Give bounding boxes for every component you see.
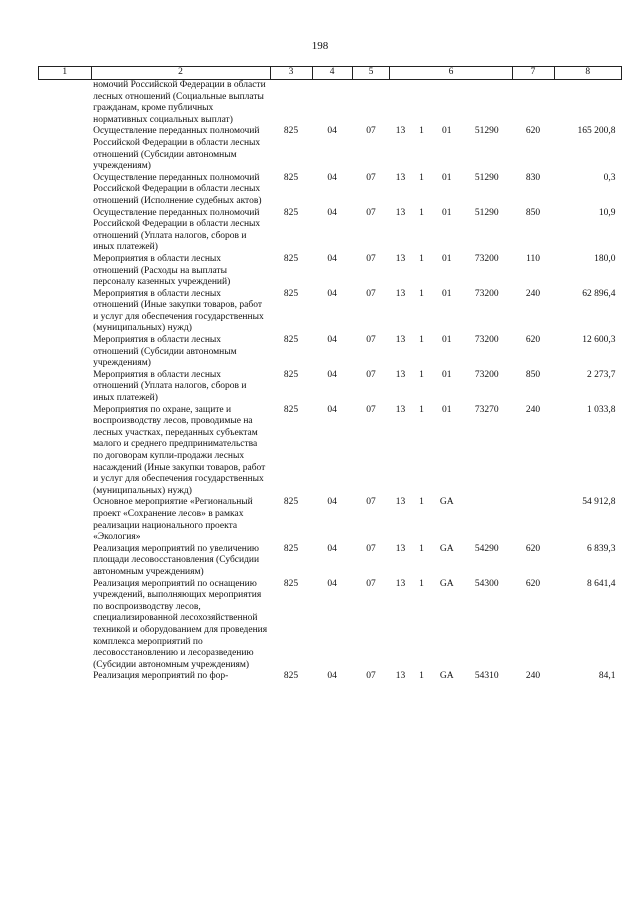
admin-code-cell — [270, 80, 312, 127]
row-number-cell — [39, 335, 92, 370]
budget-table — [38, 66, 622, 683]
subsection-cell: 07 — [366, 207, 376, 218]
admin-code-cell: 825 — [283, 288, 299, 299]
section-cell: 04 — [327, 253, 337, 264]
admin-code-cell: 825 — [283, 172, 299, 183]
table-row — [39, 544, 622, 579]
program-cell: 13 — [395, 207, 406, 218]
column-header: 5 — [352, 67, 390, 80]
subsection-cell: 07 — [366, 578, 376, 589]
expense-name-cell: Основное мероприятие «Региональный проект «Сохранение лесов» в рамках реализации национального проекта «Экология» — [93, 497, 253, 543]
column-header: 4 — [312, 67, 352, 80]
amount-cell: 84,1 — [598, 671, 616, 682]
expense-name-cell: номочий Российской Федерации в области лесных отношений (Социальные выплаты гражданам, кроме публичных нормативных социальных выплат) — [93, 80, 266, 125]
amount-cell: 0,3 — [603, 172, 616, 183]
activity-cell: 01 — [442, 288, 452, 299]
expense-name-cell: Реализация мероприятий по фор- — [93, 671, 229, 682]
table-row — [39, 289, 622, 335]
subsection-cell: 07 — [366, 543, 376, 554]
admin-code-cell: 825 — [283, 404, 299, 415]
expense-name-cell: Мероприятия в области лесных отношений (Уплата налогов, сборов и иных платежей) — [93, 369, 247, 404]
row-number-cell — [39, 497, 92, 543]
expense-type-cell: 620 — [525, 543, 541, 554]
activity-cell: GA — [439, 671, 454, 682]
expense-name-cell: Осуществление переданных полномочий Российской Федерации в области лесных отношений (Исполнение судебных актов) — [93, 172, 262, 206]
subsection-cell — [352, 80, 390, 127]
activity-cell: 01 — [442, 253, 452, 264]
activity-cell: 01 — [442, 369, 452, 380]
page-number: 198 — [311, 40, 329, 52]
program-cell: 13 — [395, 671, 406, 682]
section-cell: 04 — [327, 172, 337, 183]
section-cell: 04 — [327, 543, 337, 554]
subprogram-cell: 1 — [419, 288, 424, 299]
direction-cell: 73200 — [474, 335, 499, 346]
table-row — [39, 671, 622, 683]
section-cell: 04 — [327, 369, 337, 380]
direction-cell: 73200 — [474, 253, 499, 264]
expense-name-cell: Мероприятия в области лесных отношений (Субсидии автономным учреждениям) — [93, 335, 237, 369]
section-cell: 04 — [327, 497, 337, 508]
expense-type-cell: 240 — [525, 288, 541, 299]
column-header: 1 — [39, 67, 92, 80]
subsection-cell: 07 — [366, 172, 376, 183]
direction-cell: 51290 — [474, 172, 499, 183]
program-cell: 13 — [395, 288, 406, 299]
row-number-cell — [39, 126, 92, 172]
section-cell: 04 — [327, 578, 337, 589]
amount-cell: 54 912,8 — [582, 497, 616, 508]
table-header-row — [39, 67, 622, 80]
row-number-cell — [39, 671, 92, 683]
program-cell — [390, 80, 411, 127]
subprogram-cell — [411, 80, 432, 127]
expense-type-cell: 240 — [525, 404, 541, 415]
activity-cell: GA — [439, 497, 454, 508]
activity-cell — [432, 80, 461, 127]
column-header: 3 — [270, 67, 312, 80]
amount-cell: 8 641,4 — [587, 578, 616, 589]
row-number-cell — [39, 579, 92, 672]
table-row — [39, 254, 622, 289]
subprogram-cell: 1 — [419, 126, 424, 137]
row-number-cell — [39, 80, 92, 127]
row-number-cell — [39, 370, 92, 405]
amount-cell: 6 839,3 — [587, 543, 616, 554]
admin-code-cell: 825 — [283, 671, 299, 682]
program-cell: 13 — [395, 369, 406, 380]
program-cell: 13 — [395, 578, 406, 589]
table-row — [39, 126, 622, 172]
table-row — [39, 370, 622, 405]
direction-cell: 54310 — [474, 671, 499, 682]
direction-cell: 73270 — [474, 404, 499, 415]
section-cell: 04 — [327, 404, 337, 415]
expense-name-cell: Осуществление переданных полномочий Российской Федерации в области лесных отношений (Уплата налогов, сборов и иных платежей) — [93, 207, 261, 253]
amount-cell: 62 896,4 — [582, 288, 616, 299]
table-row — [39, 579, 622, 672]
amount-cell: 180,0 — [594, 253, 616, 264]
row-number-cell — [39, 289, 92, 335]
activity-cell: GA — [439, 543, 454, 554]
expense-name-cell: Мероприятия в области лесных отношений (Иные закупки товаров, работ и услуг для обеспечения государственных (муниципальных) нужд) — [93, 288, 264, 334]
subprogram-cell: 1 — [419, 404, 424, 415]
subprogram-cell: 1 — [419, 369, 424, 380]
activity-cell: 01 — [442, 172, 452, 183]
subprogram-cell: 1 — [419, 671, 424, 682]
subprogram-cell: 1 — [419, 543, 424, 554]
program-cell: 13 — [395, 543, 406, 554]
column-header: 7 — [512, 67, 554, 80]
expense-type-cell: 620 — [525, 578, 541, 589]
subprogram-cell: 1 — [419, 578, 424, 589]
row-number-cell — [39, 405, 92, 498]
admin-code-cell: 825 — [283, 126, 299, 137]
direction-cell — [462, 80, 513, 127]
admin-code-cell: 825 — [283, 369, 299, 380]
column-header: 8 — [554, 67, 621, 80]
subsection-cell: 07 — [366, 404, 376, 415]
activity-cell: 01 — [442, 126, 452, 137]
admin-code-cell: 825 — [283, 335, 299, 346]
table-row — [39, 208, 622, 254]
section-cell: 04 — [327, 288, 337, 299]
amount-cell: 2 273,7 — [587, 369, 616, 380]
direction-cell: 73200 — [474, 369, 499, 380]
subprogram-cell: 1 — [419, 207, 424, 218]
expense-type-cell: 850 — [525, 369, 541, 380]
section-cell — [312, 80, 352, 127]
activity-cell: 01 — [442, 335, 452, 346]
direction-cell: 51290 — [474, 207, 499, 218]
amount-cell: 10,9 — [598, 207, 616, 218]
expense-name-cell: Мероприятия по охране, защите и воспроизводству лесов, проводимые на лесных участках, переданных субъектам малого и среднего предпринимательства по договорам купли-продажи лесных насаждений (Иные закупки товаров, работ и услуг для обеспечения государственных (муниципальных) нужд) — [93, 404, 266, 496]
direction-cell: 54290 — [474, 543, 499, 554]
expense-name-cell: Осуществление переданных полномочий Российской Федерации в области лесных отношений (Субсидии автономным учреждениям) — [93, 126, 261, 172]
amount-cell: 165 200,8 — [577, 126, 616, 137]
expense-type-cell: 620 — [525, 126, 541, 137]
activity-cell: GA — [439, 578, 454, 589]
expense-name-cell: Реализация мероприятий по оснащению учреждений, выполняющих мероприятия по воспроизводству лесов, специализированной лесохозяйственной техникой и оборудованием для проведения комплекса мероприятий по лесовосстановлению и лесоразведению (Субсидии автономным учреждениям) — [93, 578, 268, 670]
program-cell: 13 — [395, 404, 406, 415]
program-cell: 13 — [395, 126, 406, 137]
section-cell: 04 — [327, 671, 337, 682]
table-row — [39, 405, 622, 498]
admin-code-cell: 825 — [283, 207, 299, 218]
subsection-cell: 07 — [366, 497, 376, 508]
row-number-cell — [39, 208, 92, 254]
admin-code-cell: 825 — [283, 497, 299, 508]
table-row — [39, 173, 622, 208]
expense-type-cell — [512, 497, 554, 543]
subsection-cell: 07 — [366, 126, 376, 137]
subsection-cell: 07 — [366, 671, 376, 682]
subprogram-cell: 1 — [419, 497, 424, 508]
program-cell: 13 — [395, 335, 406, 346]
expense-type-cell: 620 — [525, 335, 541, 346]
activity-cell: 01 — [442, 404, 452, 415]
section-cell: 04 — [327, 335, 337, 346]
row-number-cell — [39, 544, 92, 579]
direction-cell: 73200 — [474, 288, 499, 299]
admin-code-cell: 825 — [283, 578, 299, 589]
program-cell: 13 — [395, 253, 406, 264]
amount-cell: 1 033,8 — [587, 404, 616, 415]
direction-cell: 54300 — [474, 578, 499, 589]
subsection-cell: 07 — [366, 253, 376, 264]
expense-type-cell — [512, 80, 554, 127]
expense-name-cell: Мероприятия в области лесных отношений (Расходы на выплаты персоналу казенных учреждений) — [93, 253, 231, 288]
direction-cell: 51290 — [474, 126, 499, 137]
row-number-cell — [39, 254, 92, 289]
amount-cell: 12 600,3 — [582, 335, 616, 346]
amount-cell — [554, 80, 621, 127]
direction-cell — [462, 497, 513, 543]
program-cell: 13 — [395, 497, 406, 508]
subprogram-cell: 1 — [419, 172, 424, 183]
subsection-cell: 07 — [366, 369, 376, 380]
row-number-cell — [39, 173, 92, 208]
section-cell: 04 — [327, 207, 337, 218]
table-row — [39, 497, 622, 543]
expense-type-cell: 830 — [525, 172, 541, 183]
subsection-cell: 07 — [366, 335, 376, 346]
column-header: 2 — [91, 67, 270, 80]
program-cell: 13 — [395, 172, 406, 183]
table-row — [39, 335, 622, 370]
admin-code-cell: 825 — [283, 253, 299, 264]
admin-code-cell: 825 — [283, 543, 299, 554]
section-cell: 04 — [327, 126, 337, 137]
subsection-cell: 07 — [366, 288, 376, 299]
expense-name-cell: Реализация мероприятий по увеличению площади лесовосстановления (Субсидии автономным учреждениям) — [93, 543, 260, 577]
expense-type-cell: 850 — [525, 207, 541, 218]
column-header: 6 — [390, 67, 512, 80]
expense-type-cell: 110 — [526, 253, 540, 264]
activity-cell: 01 — [442, 207, 452, 218]
table-row — [39, 80, 622, 127]
expense-type-cell: 240 — [525, 671, 541, 682]
subprogram-cell: 1 — [419, 253, 424, 264]
subprogram-cell: 1 — [419, 335, 424, 346]
